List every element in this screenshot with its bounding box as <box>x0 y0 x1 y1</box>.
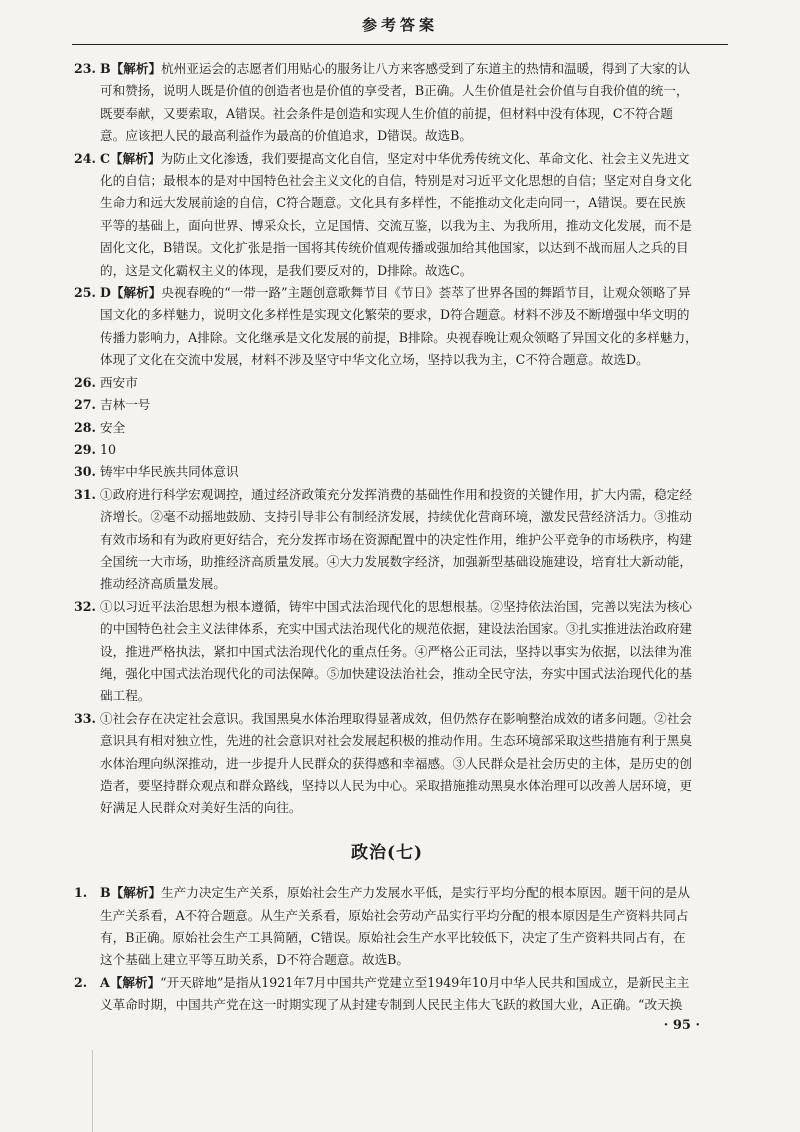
binding-margin-line <box>92 1050 93 1132</box>
item-number: 32. <box>74 598 96 614</box>
item-answer: D <box>100 285 111 301</box>
answer-item-28 <box>76 417 698 439</box>
answer-item-25 <box>76 282 698 372</box>
analysis-tag: 【解析】 <box>109 974 161 990</box>
item-text: 生产力决定生产关系，原始社会生产力发展水平低，是实行平均分配的根本原因。题干问的是从生产关系看，A不符合题意。从生产关系看，原始社会劳动产品实行平均分配的根本原因是生产资料共同占有，B正确。原始社会生产工具简陋，C错误。原始社会生产水平比较低下，决定了生产资料共同占有，在这个基础上建立平等互助关系，D不符合题意。故选B。 <box>100 885 690 968</box>
item-number: 23. <box>74 61 96 76</box>
analysis-tag: 【解析】 <box>110 150 161 166</box>
item-text: 铸牢中华民族共同体意识 <box>100 464 239 480</box>
item-number: 24. <box>74 150 96 166</box>
item-number: 29. <box>74 441 96 457</box>
answer-item-27 <box>76 394 698 416</box>
item-text: 10 <box>100 441 117 457</box>
answer-item-1 <box>76 882 698 972</box>
item-answer: A <box>100 974 110 990</box>
item-number: 2. <box>74 974 88 990</box>
item-number: 31. <box>74 486 96 502</box>
page-number: · 95 · <box>663 1018 700 1033</box>
item-number: 25. <box>74 285 96 301</box>
header-rule <box>72 44 728 45</box>
answer-item-24 <box>76 148 698 282</box>
item-text: ①政府进行科学宏观调控，通过经济政策充分发挥消费的基础性作用和投资的关键作用，扩大内需，稳定经济增长。②毫不动摇地鼓励、支持引导非公有制经济发展，持续优化营商环境，激发民营经济活力。③推动有效市场和有为政府更好结合，充分发挥市场在资源配置中的决定性作用，维护公平竞争的市场秩序，构建全国统一大市场，助推经济高质量发展。④大力发展数字经济，加强新型基础设施建设，培育壮大新动能，推动经济高质量发展。 <box>100 486 692 592</box>
analysis-tag: 【解析】 <box>110 61 162 76</box>
item-text: 为防止文化渗透，我们要提高文化自信，坚定对中华优秀传统文化、革命文化、社会主义先进文化的自信；最根本的是对中国特色社会主义文化的自信，特别是对习近平文化思想的自信；坚定对自身文化生命力和远大发展前途的自信，C符合题意。文化具有多样性，不能推动文化走向同一，A错误。要在民族平等的基础上，面向世界、博采众长，立足国情、交流互鉴，以我为主、为我所用，推动文化发展，而不是固化文化，B错误。文化扩张是指一国将其传统价值观传播或强加给其他国家，以达到不战而屈人之兵的目的，这是文化霸权主义的体现，是我们要反对的，D排除。故选C。 <box>100 150 692 278</box>
analysis-tag: 【解析】 <box>110 885 162 901</box>
item-number: 33. <box>74 710 96 726</box>
answer-item-30 <box>76 461 698 483</box>
item-number: 27. <box>74 397 96 413</box>
answer-item-31 <box>76 484 698 596</box>
item-number: 28. <box>74 419 96 435</box>
item-number: 30. <box>74 464 96 480</box>
section-title: 政治(七) <box>350 842 424 863</box>
item-text: ①以习近平法治思想为根本遵循，铸牢中国式法治现代化的思想根基。②坚持依法治国，完善以宪法为核心的中国特色社会主义法律体系，充实中国式法治现代化的规范依据，建设法治国家。③扎实推进法治政府建设，推进严格执法，紧扣中国式法治现代化的重点任务。④严格公正司法，坚持以事实为依据，以法律为准绳，强化中国式法治现代化的司法保障。⑤加快建设法治社会，推动全民守法，夯实中国式法治现代化的基础工程。 <box>100 598 692 704</box>
item-text: 安全 <box>100 419 126 435</box>
answer-item-32 <box>76 596 698 708</box>
answer-item-29 <box>76 439 698 461</box>
item-text: 央视春晚的“一带一路”主题创意歌舞节目《节日》荟萃了世界各国的舞蹈节目，让观众领略了异国文化的多样魅力，说明文化多样性是实现文化繁荣的要求，D符合题意。材料不涉及不断增强中华文明的传播力影响力，A排除。文化继承是文化发展的前提，B排除。央视春晚让观众领略了异国文化的多样魅力，体现了文化在交流中发展，材料不涉及坚守中华文化立场，坚持以我为主，C不符合题意。故选D。 <box>100 285 698 368</box>
answer-item-26 <box>76 372 698 394</box>
page-header <box>70 14 730 35</box>
item-answer: B <box>100 885 111 901</box>
item-text: 杭州亚运会的志愿者们用贴心的服务让八方来客感受到了东道主的热情和温暖，得到了大家的认可和赞扬，说明人既是价值的创造者也是价值的享受者，B正确。人生价值是社会价值与自我价值的统一，既要奉献，又要索取，A错误。社会条件是创造和实现人生价值的前提，但材料中没有体现，C不符合题意。应该把人民的最高利益作为最高的价值追求，D错误。故选B。 <box>100 61 690 144</box>
item-text: “开天辟地”是指从1921年7月中国共产党建立至1949年10月中华人民共和国成立，是新民主主义革命时期，中国共产党在这一时期实现了从封建专制到人民民主伟大飞跃的救国大业，A正确。“改天换 <box>100 974 690 1013</box>
item-number: 26. <box>74 374 96 390</box>
answer-item-33 <box>76 708 698 820</box>
item-text: ①社会存在决定社会意识。我国黑臭水体治理取得显著成效，但仍然存在影响整治成效的诸多问题。②社会意识具有相对独立性，先进的社会意识对社会发展起积极的推动作用。生态环境部采取这些措施有利于黑臭水体治理向纵深推动，进一步提升人民群众的获得感和幸福感。③人民群众是社会历史的主体，是历史的创造者，要坚持群众观点和群众路线，坚持以人民为中心。采取措施推动黑臭水体治理可以改善人居环境，更好满足人民群众对美好生活的向往。 <box>100 710 692 816</box>
item-text: 吉林一号 <box>100 397 151 413</box>
analysis-tag: 【解析】 <box>110 285 162 301</box>
answer-item-2 <box>76 972 698 1017</box>
item-answer: C <box>100 150 111 166</box>
header-title: 参考答案 <box>361 16 438 34</box>
item-text: 西安市 <box>100 374 138 390</box>
item-number: 1. <box>74 885 88 901</box>
answer-item-23 <box>76 58 698 148</box>
item-answer: B <box>100 61 111 76</box>
answer-content <box>76 58 698 1017</box>
